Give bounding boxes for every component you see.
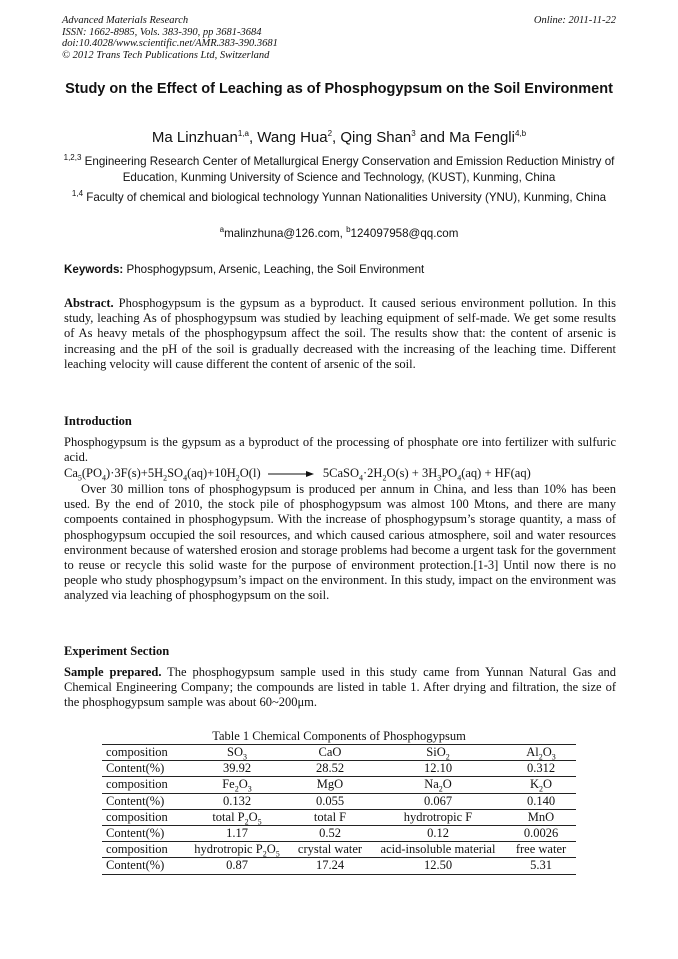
- sample-prepared-text: The phosphogypsum sample used in this study came from Yunnan Natural Gas and Chemical Engineering Company; the compounds are listed in table 1. After drying and filtration, the size of the phosphogypsum sample was about 60~200μm.: [64, 665, 616, 710]
- table-cell-text: 0.87: [226, 858, 248, 873]
- table-cell-text: 1.17: [226, 826, 248, 841]
- table-cell-subscript: 3: [551, 752, 556, 762]
- equation-reactant-text: O(l): [239, 466, 261, 480]
- online-date: Online: 2011-11-22: [533, 15, 616, 26]
- affiliation-1: [62, 154, 616, 186]
- table-cell-text: Content(%): [106, 858, 165, 873]
- table-cell-text: SiO: [426, 745, 446, 760]
- table-cell: [506, 825, 576, 841]
- table-cell: [184, 809, 290, 825]
- journal-doi: doi:10.4028/www.scientific.net/AMR.383-390.3681: [62, 38, 278, 49]
- email-a-marker: a: [219, 225, 225, 235]
- table-cell-text: 12.50: [423, 858, 453, 873]
- table-cell-text: 39.92: [222, 761, 252, 776]
- table-cell-text: composition: [106, 745, 168, 760]
- table-cell-text: 0.312: [526, 761, 556, 776]
- author-name: Ma Fengli: [449, 129, 515, 146]
- table-row-label: [102, 809, 184, 825]
- sample-prepared-label: Sample prepared.: [64, 665, 162, 679]
- table-cell-subscript: 3: [242, 752, 247, 762]
- table-cell: [370, 745, 506, 761]
- table-row: [102, 825, 576, 841]
- table-cell-text: Content(%): [106, 826, 165, 841]
- table-cell-text: 0.067: [423, 793, 453, 808]
- affiliation-1-marker: 1,2,3: [63, 153, 82, 163]
- equation-reactant-subscript: 2: [235, 473, 240, 483]
- table-cell-text: 0.132: [222, 793, 252, 808]
- table-cell: [184, 777, 290, 793]
- table-cell-text: O: [266, 842, 276, 857]
- equation-reactant-subscript: 5: [77, 473, 82, 483]
- email-a[interactable]: malinzhuna@126.com,: [224, 227, 347, 240]
- author-name: Wang Hua: [257, 129, 328, 146]
- reaction-equation: [64, 466, 616, 481]
- table-cell-text: K: [529, 777, 539, 792]
- table-cell-text: O: [442, 777, 452, 792]
- table-cell-text: composition: [106, 842, 168, 857]
- table-cell-subscript: 5: [275, 849, 280, 859]
- table-cell-subscript: 5: [257, 817, 262, 827]
- keywords-text: Phosphogypsum, Arsenic, Leaching, the Soil Environment: [123, 263, 425, 276]
- equation-reactant-text: (aq)+10H: [187, 466, 236, 480]
- table-cell-text: total F: [313, 809, 347, 824]
- abstract-text: Phosphogypsum is the gypsum as a byproduct. It caused serious environment pollution. In this study, leaching As of phosphogypsum was studied by leaching equipment of self-made. We get some results of As heavy metals of the phosphogypsum affect the soil. The results show that: the content of arsenic is increasing and the pH of the soil is gradually decreased with the increasing of the leaching time. Different leaching velocity will cause different the content of arsenic of the soil.: [64, 296, 616, 371]
- table-row-label: [102, 825, 184, 841]
- author-emails: [62, 226, 616, 242]
- equation-product-text: 5CaSO: [322, 466, 359, 480]
- table-cell-text: O: [542, 745, 552, 760]
- journal-name: Advanced Materials Research: [62, 15, 189, 26]
- equation-product-text: (aq) + HF(aq): [461, 466, 531, 480]
- table-row-label: [102, 842, 184, 858]
- affiliation-2-marker: 1,4: [71, 189, 84, 199]
- table-cell: [506, 809, 576, 825]
- equation-products: [322, 466, 531, 483]
- author-separator: ,: [332, 129, 341, 146]
- table-cell: [370, 761, 506, 777]
- table-1-caption: Table 1 Chemical Components of Phosphogypsum: [212, 729, 466, 743]
- affiliation-2-text: Faculty of chemical and biological technology Yunnan Nationalities University (YNU), Kunming, China: [86, 191, 607, 204]
- table-cell-text: O: [543, 777, 553, 792]
- table-cell-text: 0.0026: [523, 826, 559, 841]
- paper-title: Study on the Effect of Leaching as of Phosphogypsum on the Soil Environment: [65, 81, 613, 97]
- table-row: [102, 777, 576, 793]
- table-cell-subscript: 2: [445, 752, 450, 762]
- keywords: [64, 262, 616, 278]
- equation-reactant-text: SO: [167, 466, 184, 480]
- table-cell-text: 12.10: [423, 761, 453, 776]
- table-cell: [184, 842, 290, 858]
- abstract: [64, 296, 616, 372]
- table-cell-subscript: 2: [262, 849, 267, 859]
- table-cell-subscript: 3: [247, 784, 252, 794]
- table-cell-text: free water: [515, 842, 567, 857]
- table-cell-text: MnO: [527, 809, 555, 824]
- table-cell: [506, 842, 576, 858]
- reaction-arrow-icon: [268, 470, 314, 478]
- table-row-label: [102, 761, 184, 777]
- table-cell: [184, 793, 290, 809]
- table-row: [102, 745, 576, 761]
- table-cell: [370, 858, 506, 874]
- affiliation-2: [62, 190, 616, 206]
- author-name: Qing Shan: [340, 129, 412, 146]
- table-row: [102, 842, 576, 858]
- equation-reactant-subscript: 4: [183, 473, 188, 483]
- introduction-paragraph-1: Phosphogypsum is the gypsum as a byproduct of the processing of phosphate ore into fertilizer with sulfuric acid.: [64, 435, 616, 465]
- table-cell-text: composition: [106, 809, 168, 824]
- table-cell-text: 5.31: [530, 858, 552, 873]
- keywords-label: Keywords:: [64, 263, 124, 276]
- table-cell: [290, 825, 370, 841]
- table-cell: [290, 858, 370, 874]
- table-cell-text: crystal water: [297, 842, 363, 857]
- table-cell-subscript: 2: [234, 784, 239, 794]
- equation-product-text: ·2H: [362, 466, 383, 480]
- table-cell: [370, 825, 506, 841]
- chemical-components-table: [102, 744, 576, 875]
- author-name: Ma Linzhuan: [151, 129, 238, 146]
- table-cell-text: 0.12: [427, 826, 449, 841]
- table-cell-text: 0.140: [526, 793, 556, 808]
- table-cell-text: total P: [212, 809, 245, 824]
- table-cell-text: 0.055: [315, 793, 345, 808]
- table-cell-text: O: [248, 809, 258, 824]
- author-affiliation-marker: 2: [327, 129, 333, 138]
- table-cell-text: CaO: [318, 745, 342, 760]
- table-cell: [370, 793, 506, 809]
- table-cell: [370, 842, 506, 858]
- table-cell: [506, 793, 576, 809]
- table-row: [102, 858, 576, 874]
- sample-prepared-paragraph: [64, 665, 616, 711]
- equation-product-text: O(s) + 3H: [386, 466, 438, 480]
- table-cell: [370, 777, 506, 793]
- email-b[interactable]: 124097958@qq.com: [350, 227, 459, 240]
- table-cell: [506, 745, 576, 761]
- table-cell-text: Na: [424, 777, 439, 792]
- author-affiliation-marker: 1,a: [237, 129, 249, 138]
- equation-product-subscript: 2: [382, 473, 387, 483]
- table-row: [102, 793, 576, 809]
- table-cell-subscript: 2: [438, 784, 443, 794]
- table-cell-subscript: 2: [539, 784, 543, 794]
- table-cell: [506, 858, 576, 874]
- table-cell-text: 0.52: [319, 826, 341, 841]
- table-cell-text: O: [238, 777, 248, 792]
- journal-issn: ISSN: 1662-8985, Vols. 383-390, pp 3681-3684: [62, 26, 262, 38]
- introduction-paragraph-2: Over 30 million tons of phosphogypsum is produced per annum in China, and less than 10% has been used. By the end of 2010, the stock pile of phosphogypsum was almost 100 Mtons, and there are many compoents contained in phosphogypsum. With the increase of phosphogypsum’s storage quantity, a mass of phosphogypsum occupied the soil resources, and which caused carious atmosphere, soil and water resources environment because of watershed erosion and storage problems had become a urgent task for the government to reuse or recycle this solid waste for the purpose of environment protection.[1-3] Until now there is no people who study phosphogypsum’s impact on the environment. In this study, impact on the environment was analyzed via leaching of phosphogypsum on the soil.: [64, 482, 617, 603]
- table-cell: [184, 825, 290, 841]
- introduction-heading: Introduction: [64, 414, 132, 428]
- table-cell: [290, 761, 370, 777]
- table-cell: [184, 745, 290, 761]
- author-affiliation-marker: 3: [411, 129, 416, 138]
- table-cell-text: hydrotropic P: [194, 842, 263, 857]
- table-cell: [506, 777, 576, 793]
- author-list: [62, 128, 616, 148]
- table-row: [102, 761, 576, 777]
- equation-product-subscript: 4: [457, 473, 462, 483]
- table-cell-text: Content(%): [106, 761, 165, 776]
- table-row: [102, 809, 576, 825]
- table-cell: [290, 809, 370, 825]
- table-cell-text: 28.52: [315, 761, 345, 776]
- table-cell: [290, 745, 370, 761]
- table-cell: [290, 777, 370, 793]
- equation-reactant-text: Ca: [64, 466, 78, 480]
- table-cell-text: SO: [227, 745, 243, 760]
- table-cell: [290, 793, 370, 809]
- table-cell-text: Content(%): [106, 793, 165, 808]
- author-separator: and: [415, 129, 450, 146]
- equation-product-subscript: 4: [358, 473, 363, 483]
- table-cell-text: hydrotropic F: [403, 809, 473, 824]
- table-cell-subscript: 2: [244, 817, 249, 827]
- equation-reactant-subscript: 2: [163, 473, 168, 483]
- equation-reactant-subscript: 4: [102, 473, 107, 483]
- table-cell-subscript: 2: [538, 752, 543, 762]
- table-row-label: [102, 777, 184, 793]
- equation-product-text: PO: [441, 466, 458, 480]
- table-cell-text: Fe: [222, 777, 235, 792]
- table-cell-text: Al: [526, 745, 539, 760]
- table-row-label: [102, 745, 184, 761]
- table-cell: [184, 858, 290, 874]
- table-cell-text: composition: [106, 777, 168, 792]
- journal-copyright: © 2012 Trans Tech Publications Ltd, Switzerland: [62, 49, 270, 61]
- table-cell: [370, 809, 506, 825]
- equation-reactant-text: (PO: [81, 466, 103, 480]
- author-affiliation-marker: 4,b: [514, 129, 527, 138]
- table-cell-text: MgO: [316, 777, 344, 792]
- email-b-marker: b: [346, 225, 351, 235]
- table-cell: [290, 842, 370, 858]
- equation-reactants: [64, 466, 261, 483]
- author-separator: ,: [248, 129, 258, 146]
- affiliation-1-text: Engineering Research Center of Metallurgical Energy Conservation and Emission Reduction Ministry of Education, Kunming University of Science and Technology, (KUST), Kunming, China: [84, 155, 615, 184]
- table-cell: [506, 761, 576, 777]
- journal-header: [62, 15, 616, 61]
- equation-reactant-text: )·3F(s)+5H: [106, 466, 164, 480]
- table-row-label: [102, 858, 184, 874]
- table-row-label: [102, 793, 184, 809]
- equation-product-subscript: 3: [437, 473, 442, 483]
- table-cell: [184, 761, 290, 777]
- abstract-label: Abstract.: [64, 296, 114, 310]
- table-cell-text: acid-insoluble material: [380, 842, 496, 857]
- experiment-heading: Experiment Section: [64, 644, 170, 658]
- table-cell-text: 17.24: [315, 858, 345, 873]
